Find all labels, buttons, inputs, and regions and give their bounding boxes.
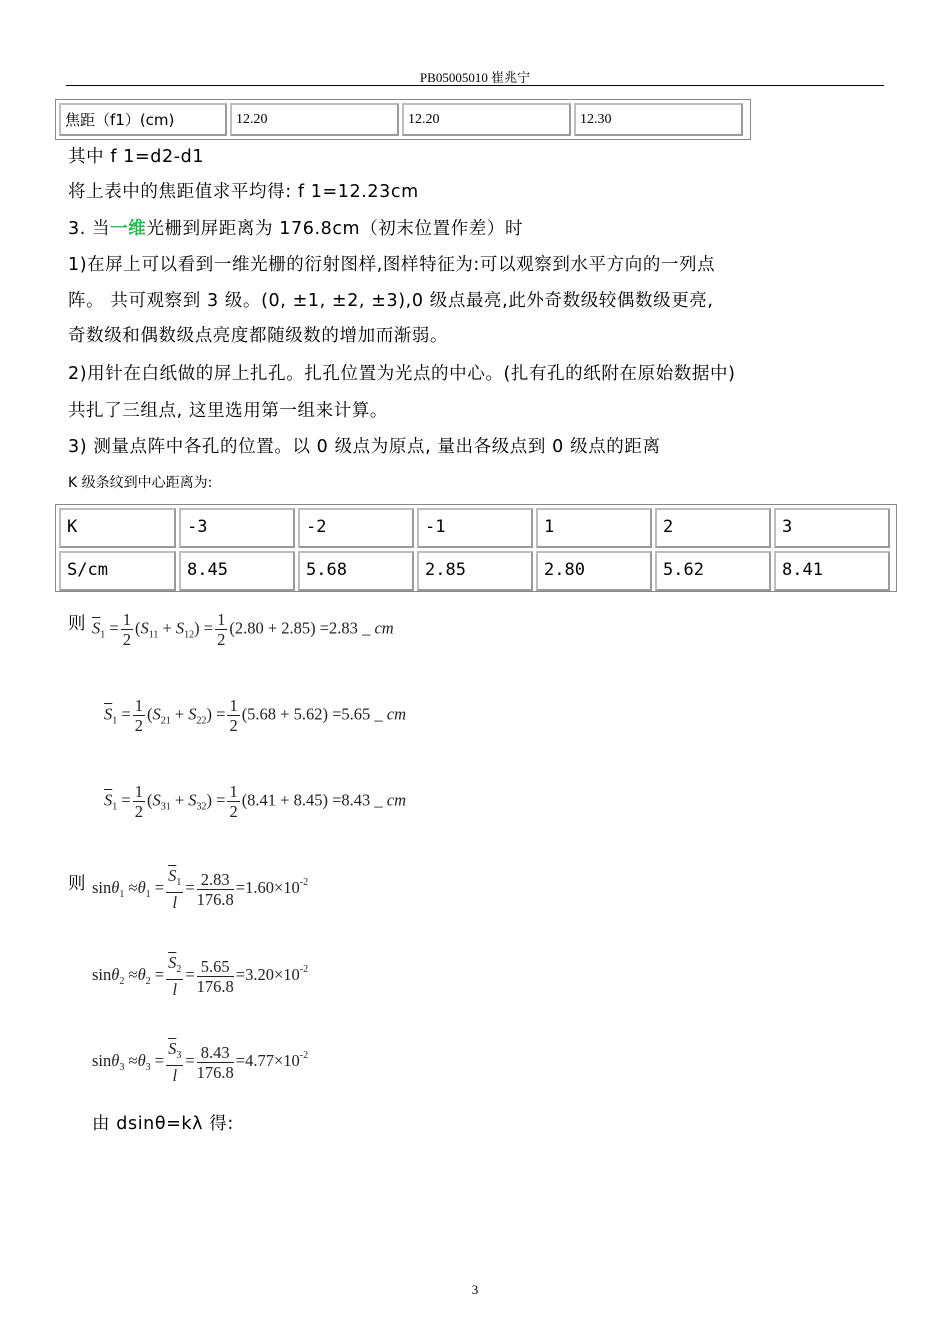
table2-cell: S/cm bbox=[59, 551, 176, 591]
table1-cell-value: 12.30 bbox=[574, 103, 743, 136]
eq-den: 2 bbox=[217, 630, 226, 649]
then-label: 则 bbox=[68, 874, 86, 894]
text-line: 2)用针在白纸做的屏上扎孔。扎孔位置为光点的中心。(扎有孔的纸附在原始数据中) bbox=[68, 364, 736, 384]
table2-cell: 8.45 bbox=[179, 551, 295, 591]
eq-sub: 1 bbox=[176, 877, 182, 888]
text-line-heading bbox=[68, 215, 523, 240]
heading-part: 3. 当 bbox=[68, 219, 111, 239]
eq-result: =4.77×10 bbox=[235, 1050, 300, 1070]
highlight-text: 一维 bbox=[110, 219, 147, 239]
eq-num: 1 bbox=[229, 696, 238, 715]
eq-symbol: $\overline{S}$ bbox=[104, 704, 113, 724]
table2-cell: 8.41 bbox=[774, 551, 890, 591]
eq-sub: 31 bbox=[160, 801, 171, 813]
eq-fraction bbox=[133, 782, 145, 821]
eq-den: 176.8 bbox=[196, 1062, 234, 1082]
eq-sub: 2 bbox=[119, 975, 125, 987]
eq-num: 2.83 bbox=[197, 870, 234, 890]
eq-fraction: $\frac{\overline{S}_3}{l}$ bbox=[168, 1039, 182, 1085]
eq-sub: 1 bbox=[112, 801, 118, 813]
eq-num: 1 bbox=[134, 696, 143, 715]
text-line: 阵。 共可观察到 3 级。(0, ±1, ±2, ±3),0 级点最亮,此外奇数级较偶数级更亮, bbox=[68, 291, 714, 311]
eq-fraction: $\frac{\overline{S}_2}{l}$ bbox=[168, 953, 182, 999]
table2-value-row bbox=[59, 551, 893, 591]
eq-fraction bbox=[227, 782, 239, 821]
equation-sin1: $\sin\theta_1 \approx\theta_1$ = $\frac{\overline{S}_1}{l}$ = $\frac{2.83}{176.8}$ $=1.60\times 10^{-2}$ bbox=[92, 866, 309, 912]
eq-den: 2 bbox=[229, 802, 238, 821]
table1-cell-label: 焦距（f1）(cm) bbox=[59, 103, 227, 136]
eq-unit: cm bbox=[374, 618, 394, 638]
eq-num: 1 bbox=[217, 610, 226, 629]
table2-cell: 1 bbox=[536, 508, 652, 548]
page-number: 3 bbox=[471, 1282, 479, 1297]
eq-sup: -2 bbox=[299, 963, 309, 975]
table2-cell: -3 bbox=[179, 508, 295, 548]
equation-s2: $\overline{S}_1$ = $\frac{1}{2}$ $(S_{21} + S_{22})$ = $\frac{1}{2}$ (5.68 + 5.62) =5.65 _ cm bbox=[104, 696, 407, 735]
then-label: 则 bbox=[68, 614, 86, 634]
text-line: 1)在屏上可以看到一维光栅的衍射图样,图样特征为:可以观察到水平方向的一列点 bbox=[68, 255, 716, 275]
distance-table bbox=[55, 504, 897, 592]
eq-sub: 12 bbox=[184, 629, 195, 641]
table2-cell: 2.85 bbox=[417, 551, 533, 591]
eq-sub: 2 bbox=[176, 964, 182, 975]
eq-symbol: l bbox=[172, 1066, 178, 1085]
eq-den: 176.8 bbox=[196, 889, 234, 909]
eq-den: 2 bbox=[229, 716, 238, 735]
eq-symbol: l bbox=[172, 980, 178, 999]
eq-sub: 3 bbox=[145, 1061, 151, 1073]
table2-cell: 2.80 bbox=[536, 551, 652, 591]
eq-den: 176.8 bbox=[196, 976, 234, 996]
eq-sup: -2 bbox=[299, 1049, 309, 1061]
eq-fraction bbox=[133, 696, 145, 735]
eq-fraction bbox=[197, 870, 234, 909]
eq-sub: 11 bbox=[148, 629, 159, 641]
table2-cell: -2 bbox=[298, 508, 414, 548]
eq-den: 2 bbox=[122, 630, 131, 649]
eq-fraction bbox=[227, 696, 239, 735]
equation-sin3: $\sin\theta_3 \approx\theta_3$ = $\frac{\overline{S}_3}{l}$ = $\frac{8.43}{176.8}$ $=4.77\times 10^{-2}$ bbox=[92, 1039, 309, 1085]
text-line: 将上表中的焦距值求平均得: f 1=12.23cm bbox=[68, 182, 419, 202]
equation-s1: $\overline{S}_1$ = $\frac{1}{2}$ $(S_{11} + S_{12})$ = $\frac{1}{2}$ (2.80 + 2.85) =2.83 _ cm bbox=[92, 610, 394, 649]
text-line: 奇数级和偶数级点亮度都随级数的增加而渐弱。 bbox=[68, 326, 449, 346]
eq-result: =8.43 bbox=[332, 790, 371, 810]
eq-sub: 32 bbox=[196, 801, 207, 813]
eq-sub: 3 bbox=[176, 1050, 182, 1061]
text-line: 由 dsinθ=kλ 得: bbox=[92, 1114, 234, 1134]
eq-den: 2 bbox=[134, 802, 143, 821]
eq-fraction bbox=[197, 957, 234, 996]
eq-values: (8.41 + 8.45) bbox=[241, 790, 328, 810]
eq-num: 1 bbox=[229, 782, 238, 801]
table2-header-row bbox=[59, 508, 893, 548]
eq-values: (5.68 + 5.62) bbox=[241, 704, 328, 724]
eq-num: 1 bbox=[134, 782, 143, 801]
heading-part: 光栅到屏距离为 176.8cm（初末位置作差）时 bbox=[146, 219, 524, 239]
header-rule bbox=[66, 85, 884, 86]
eq-unit: cm bbox=[386, 704, 407, 724]
eq-num: 8.43 bbox=[197, 1043, 234, 1063]
text-line-small: K 级条纹到中心距离为: bbox=[68, 475, 213, 491]
eq-result: =3.20×10 bbox=[235, 964, 300, 984]
equation-s3: $\overline{S}_1$ = $\frac{1}{2}$ $(S_{31} + S_{32})$ = $\frac{1}{2}$ (8.41 + 8.45) =8.43 _ cm bbox=[104, 782, 407, 821]
equation-sin2: $\sin\theta_2 \approx\theta_2$ = $\frac{\overline{S}_2}{l}$ = $\frac{5.65}{176.8}$ $=3.20\times 10^{-2}$ bbox=[92, 953, 309, 999]
table2-cell: 5.68 bbox=[298, 551, 414, 591]
eq-symbol: $\overline{S}$ bbox=[92, 618, 101, 638]
eq-sub: 22 bbox=[196, 715, 207, 727]
table2-cell: 5.62 bbox=[655, 551, 771, 591]
table1-cell-value: 12.20 bbox=[230, 103, 399, 136]
text-line: 3) 测量点阵中各孔的位置。以 0 级点为原点, 量出各级点到 0 级点的距离 bbox=[68, 437, 661, 457]
eq-sub: 1 bbox=[112, 715, 118, 727]
table1-cell-value: 12.20 bbox=[402, 103, 571, 136]
eq-sup: -2 bbox=[299, 876, 309, 888]
eq-sub: 1 bbox=[145, 888, 151, 900]
table2-cell: 2 bbox=[655, 508, 771, 548]
table2-cell: 3 bbox=[774, 508, 890, 548]
eq-fraction bbox=[215, 610, 227, 649]
eq-symbol: $\overline{S}$ bbox=[104, 790, 113, 810]
table2-cell: K bbox=[59, 508, 176, 548]
text-line: 其中 f 1=d2-d1 bbox=[68, 147, 205, 167]
eq-symbol: l bbox=[172, 893, 178, 912]
eq-result: =5.65 bbox=[332, 704, 371, 724]
page-header: PB05005010 崔兆宁 bbox=[419, 70, 531, 85]
eq-values: (2.80 + 2.85) bbox=[229, 618, 316, 638]
eq-sub: 21 bbox=[160, 715, 171, 727]
eq-num: 5.65 bbox=[197, 957, 234, 977]
eq-fraction bbox=[121, 610, 133, 649]
eq-sub: 1 bbox=[119, 888, 125, 900]
eq-sub: 3 bbox=[119, 1061, 125, 1073]
eq-result: =1.60×10 bbox=[235, 877, 300, 897]
eq-sub: 2 bbox=[145, 975, 151, 987]
text-line: 共扎了三组点, 这里选用第一组来计算。 bbox=[68, 401, 389, 421]
eq-den: 2 bbox=[134, 716, 143, 735]
eq-num: 1 bbox=[122, 610, 131, 629]
eq-fraction: $\frac{\overline{S}_1}{l}$ bbox=[168, 866, 182, 912]
eq-sub: 1 bbox=[100, 629, 106, 641]
eq-fraction bbox=[197, 1043, 234, 1082]
focal-length-table bbox=[55, 99, 751, 140]
eq-unit: cm bbox=[386, 790, 407, 810]
table2-cell: -1 bbox=[417, 508, 533, 548]
eq-result: =2.83 bbox=[319, 618, 358, 638]
